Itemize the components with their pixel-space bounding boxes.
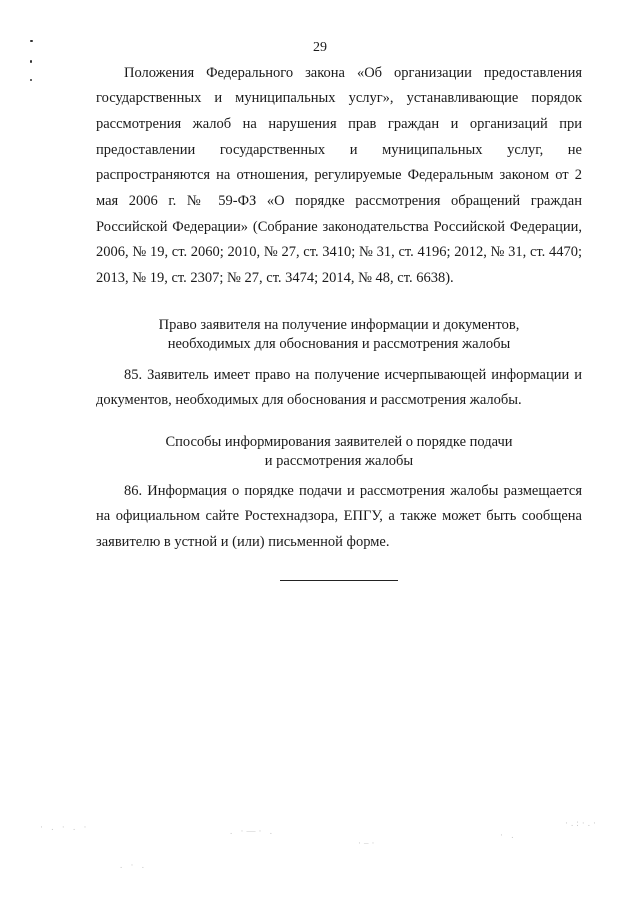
page-number: 29 <box>313 40 327 55</box>
section-heading-informing-methods <box>96 433 582 471</box>
scan-noise: · . · . · <box>40 822 90 832</box>
scan-speck <box>30 79 32 81</box>
heading-line: Право заявителя на получение информации и документов, <box>158 317 520 333</box>
heading-line: Способы информирования заявителей о порядке подачи <box>165 434 513 450</box>
scan-noise: . · . <box>120 860 147 870</box>
paragraph-85: 85. Заявитель имеет право на получение исчерпывающей информации и документов, необходимых для обоснования и рассмотрения жалобы. <box>96 366 582 409</box>
scan-noise: ·.:·.· <box>565 818 599 828</box>
scan-noise: . ·—· . <box>230 826 275 836</box>
scan-noise: ·–· <box>358 838 378 848</box>
section-heading-right-to-information <box>96 316 582 354</box>
heading-line: необходимых для обоснования и рассмотрения жалобы <box>167 336 511 352</box>
closing-rule <box>280 580 398 581</box>
paragraph-intro: Положения Федерального закона «Об организации предоставления государственных и муниципальных услуг», устанавливающие порядок рассмотрения жалоб на нарушения прав граждан и организаций при предоставлении государственных и муниципальных услуг, не распространяются на отношения, регулируемые Федеральным законом от 2 мая 2006 г. № 59-ФЗ «О порядке рассмотрения обращений граждан Российской Федерации» (Собрание законодательства Российской Федерации, 2006, № 19, ст. 2060; 2010, № 27, ст. 3410; № 31, ст. 4196; 2012, № 31, ст. 4470; 2013, № 19, ст. 2307; № 27, ст. 3474; 2014, № 48, ст. 6638). <box>96 64 582 287</box>
heading-line: и рассмотрения жалобы <box>264 453 414 469</box>
paragraph-86: 86. Информация о порядке подачи и рассмотрения жалобы размещается на официальном сайте Ростехнадзора, ЕПГУ, а также может быть сообщена заявителю в устной и (или) письменной форме. <box>96 482 582 550</box>
scan-noise: · . <box>500 830 517 840</box>
scan-speck <box>30 60 32 63</box>
